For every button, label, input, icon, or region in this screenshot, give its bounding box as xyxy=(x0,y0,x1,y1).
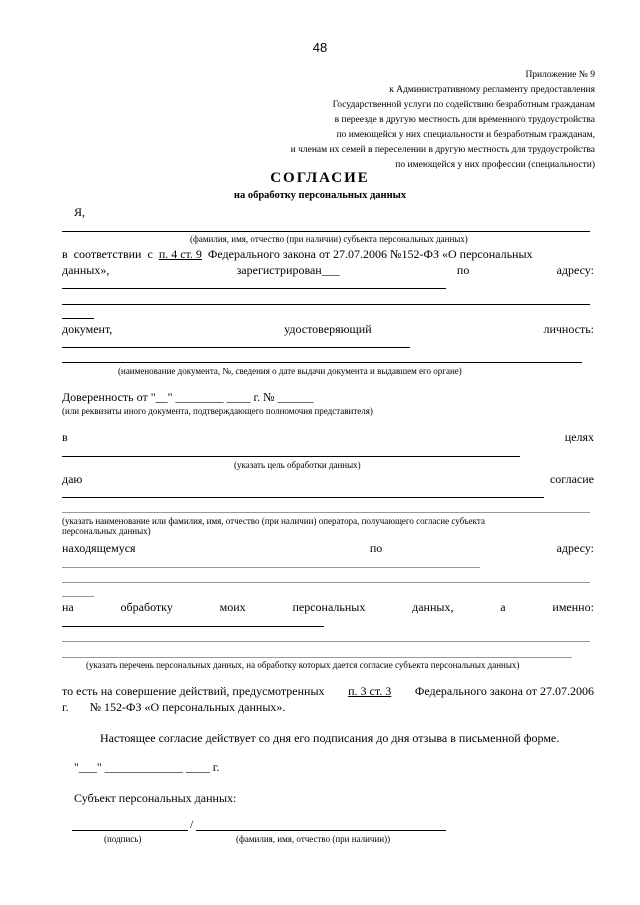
slash-separator: / xyxy=(190,817,194,831)
document-line: документ, удостоверяющий личность: xyxy=(62,322,594,336)
fio-line xyxy=(62,231,590,232)
page-number: 48 xyxy=(312,40,328,55)
address-line xyxy=(62,304,590,305)
appendix-line: и членам их семей в переселении в другую местность для трудоустройства xyxy=(290,145,595,155)
appendix-line: по имеющейся у них профессии (специальности) xyxy=(395,160,595,170)
ya-label: Я, xyxy=(74,205,86,219)
caption-fio: (фамилия, имя, отчество (при наличии) субъекта персональных данных) xyxy=(190,234,468,244)
operator-fill-line xyxy=(62,497,544,498)
caption-data-list: (указать перечень персональных данных, на обработку которых дается согласие субъекта персональных данных) xyxy=(86,660,520,670)
appendix-line: в переезде в другую местность для временного трудоустройства xyxy=(334,115,595,125)
date-line: "___" _____________ ____ г. xyxy=(74,760,220,774)
purpose-fill-line xyxy=(62,456,520,457)
give-consent-line: даю согласие xyxy=(62,472,594,486)
caption-purpose: (указать цель обработки данных) xyxy=(234,460,361,470)
registered-line: данных», зарегистрирован___ по адресу: xyxy=(62,263,594,277)
caption-signature: (подпись) xyxy=(104,834,142,844)
appendix-line: к Административному регламенту предоставления xyxy=(389,85,595,95)
document-subtitle: на обработку персональных данных xyxy=(233,190,407,201)
appendix-header xyxy=(195,68,595,173)
caption-operator: (указать наименование или фамилия, имя, отчество (при наличии) оператора, получающего согласие субъекта персональных данных) xyxy=(62,516,485,536)
caption-signature-fio: (фамилия, имя, отчество (при наличии)) xyxy=(236,834,391,844)
data-list-line xyxy=(62,657,572,658)
law-link-p3-st3[interactable]: п. 3 ст. 3 xyxy=(348,684,392,698)
data-list-line xyxy=(62,641,590,642)
validity-statement: Настоящее согласие действует со дня его подписания до дня отзыва в письменной форме. xyxy=(100,731,560,745)
appendix-line: по имеющейся у них специальности и безработным гражданам, xyxy=(336,130,595,140)
address-line xyxy=(62,288,446,289)
document-fill-line xyxy=(62,347,410,348)
caption-proxy: (или реквизиты иного документа, подтверждающего полномочия представителя) xyxy=(62,406,373,416)
signature-line xyxy=(72,830,188,831)
operator-address-line xyxy=(62,582,590,583)
operator-fill-line xyxy=(62,512,590,513)
document-fill-line xyxy=(62,362,582,363)
appendix-line: Государственной услуги по содействию безработным гражданам xyxy=(332,100,595,110)
located-line: находящемуся по адресу: xyxy=(62,541,594,555)
proxy-line: Доверенность от "__" ________ ____ г. № ______ xyxy=(62,390,314,404)
operator-address-line xyxy=(62,567,480,568)
data-list-line xyxy=(62,626,324,627)
actions-paragraph: то есть на совершение действий, предусмотренных п. 3 ст. 3 Федерального закона от 27.07.2006 г. № 152-ФЗ «О персональных данных». xyxy=(62,684,594,714)
processing-line: на обработку моих персональных данных, а именно: xyxy=(62,600,594,614)
caption-document: (наименование документа, №, сведения о дате выдачи документа и выдавшем его органе) xyxy=(118,366,462,376)
law-link-p4-st9[interactable]: п. 4 ст. 9 xyxy=(158,247,202,261)
appendix-title: Приложение № 9 xyxy=(525,70,595,80)
operator-address-line-short xyxy=(62,596,94,597)
document-title: СОГЛАСИЕ xyxy=(270,170,370,186)
address-line-short xyxy=(62,318,94,319)
para-consent-basis: в соответствии с п. 4 ст. 9 Федерального закона от 27.07.2006 №152-ФЗ «О персональных xyxy=(62,247,533,261)
purpose-line: в целях xyxy=(62,430,594,444)
signature-fio-line xyxy=(196,830,446,831)
subject-label: Субъект персональных данных: xyxy=(74,791,237,805)
